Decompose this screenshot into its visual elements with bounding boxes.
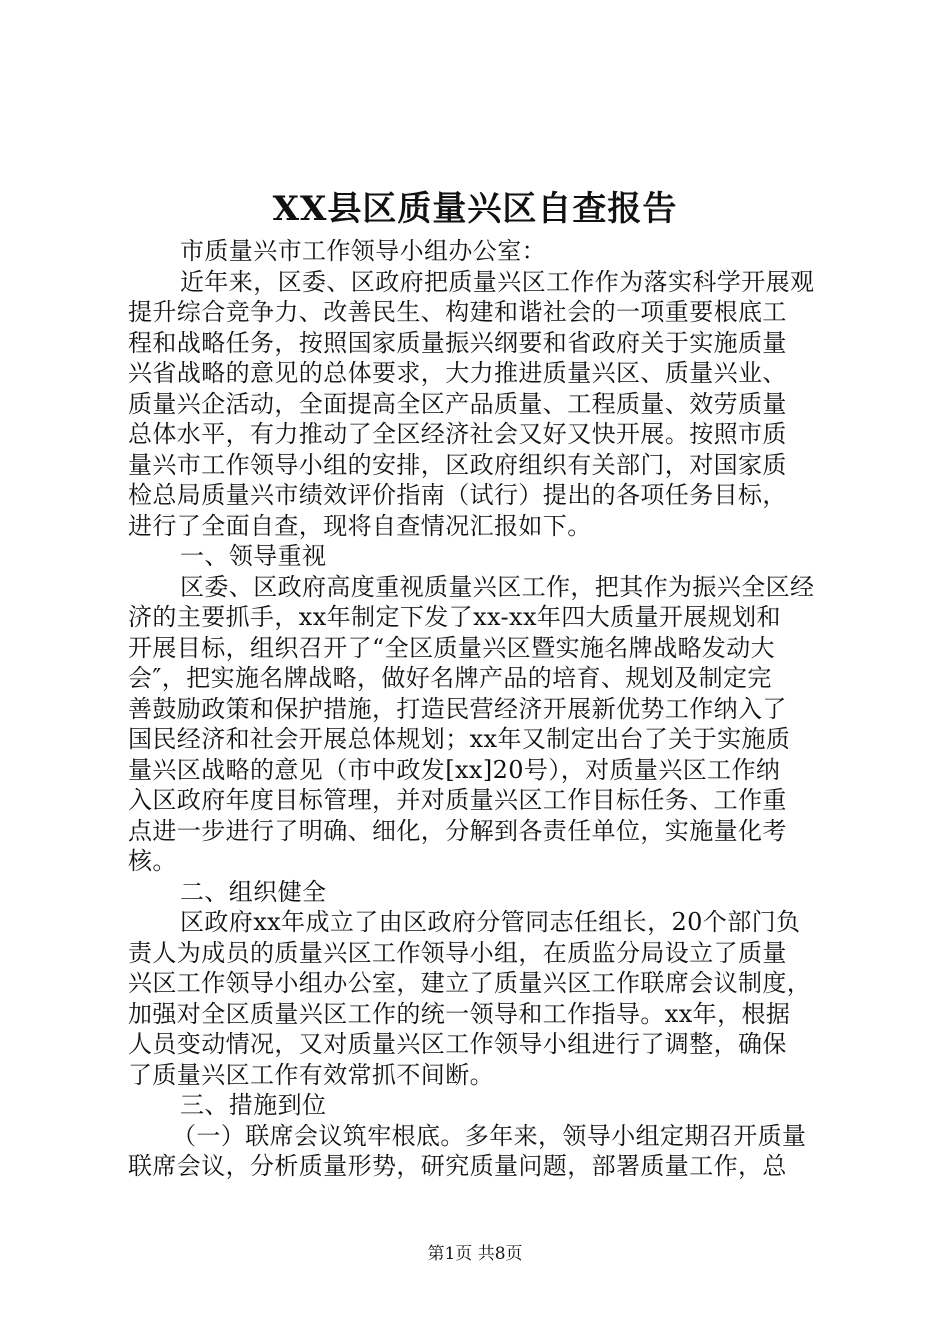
body-line: 加强对全区质量兴区工作的统一领导和工作指导。xx年，根据 — [128, 999, 791, 1028]
body-line: 近年来，区委、区政府把质量兴区工作作为落实科学开展观 — [180, 267, 815, 296]
document-body — [128, 236, 834, 1182]
body-line: 区政府xx年成立了由区政府分管同志任组长，20个部门负 — [180, 908, 801, 936]
body-line: 质量兴企活动，全面提高全区产品质量、工程质量、效劳质量 — [128, 389, 787, 418]
body-line: 人员变动情况，又对质量兴区工作领导小组进行了调整，确保 — [128, 1030, 787, 1058]
body-line: 核。 — [128, 847, 177, 875]
body-line: 入区政府年度目标管理，并对质量兴区工作目标任务、工作重 — [128, 786, 787, 814]
body-line: （一）联席会议筑牢根底。多年来，领导小组定期召开质量 — [172, 1121, 807, 1150]
page-footer: 第1页 共8页 — [427, 1244, 523, 1264]
body-line: 善鼓励政策和保护措施，打造民营经济开展新优势工作纳入了 — [128, 694, 787, 723]
body-line: 三、措施到位 — [180, 1091, 327, 1119]
body-line: 一、领导重视 — [180, 542, 327, 570]
body-line: 量兴市工作领导小组的安排，区政府组织有关部门，对国家质 — [128, 450, 787, 479]
body-line: 责人为成员的质量兴区工作领导小组，在质监分局设立了质量 — [128, 938, 787, 967]
document-title: XX县区质量兴区自查报告 — [272, 189, 678, 229]
body-line: 市质量兴市工作领导小组办公室： — [180, 237, 546, 265]
body-line: 量兴区战略的意见（市中政发[xx]20号），对质量兴区工作纳 — [128, 755, 781, 784]
body-line: 国民经济和社会开展总体规划；xx年又制定出台了关于实施质 — [128, 725, 791, 753]
body-line: 了质量兴区工作有效常抓不间断。 — [128, 1060, 494, 1089]
body-line: 进行了全面自查，现将自查情况汇报如下。 — [128, 511, 592, 540]
body-line: 兴省战略的意见的总体要求，大力推进质量兴区、质量兴业、 — [128, 359, 787, 387]
body-line: 开展目标，组织召开了“全区质量兴区暨实施名牌战略发动大 — [128, 633, 776, 662]
body-line: 总体水平，有力推动了全区经济社会又好又快开展。按照市质 — [128, 420, 787, 448]
body-line: 程和战略任务，按照国家质量振兴纲要和省政府关于实施质量 — [128, 328, 787, 357]
body-line: 检总局质量兴市绩效评价指南（试行）提出的各项任务目标， — [128, 481, 787, 509]
body-line: 会″，把实施名牌战略，做好名牌产品的培育、规划及制定完 — [128, 664, 772, 692]
body-line: 二、组织健全 — [180, 877, 327, 906]
body-line: 济的主要抓手，xx年制定下发了xx-xx年四大质量开展规划和 — [128, 603, 781, 631]
body-line: 区委、区政府高度重视质量兴区工作，把其作为振兴全区经 — [180, 572, 815, 601]
body-line: 联席会议，分析质量形势，研究质量问题，部署质量工作，总 — [128, 1152, 787, 1180]
body-line: 点进一步进行了明确、细化，分解到各责任单位，实施量化考 — [128, 816, 787, 845]
body-line: 兴区工作领导小组办公室，建立了质量兴区工作联席会议制度， — [128, 969, 812, 997]
body-line: 提升综合竞争力、改善民生、构建和谐社会的一项重要根底工 — [128, 298, 787, 326]
